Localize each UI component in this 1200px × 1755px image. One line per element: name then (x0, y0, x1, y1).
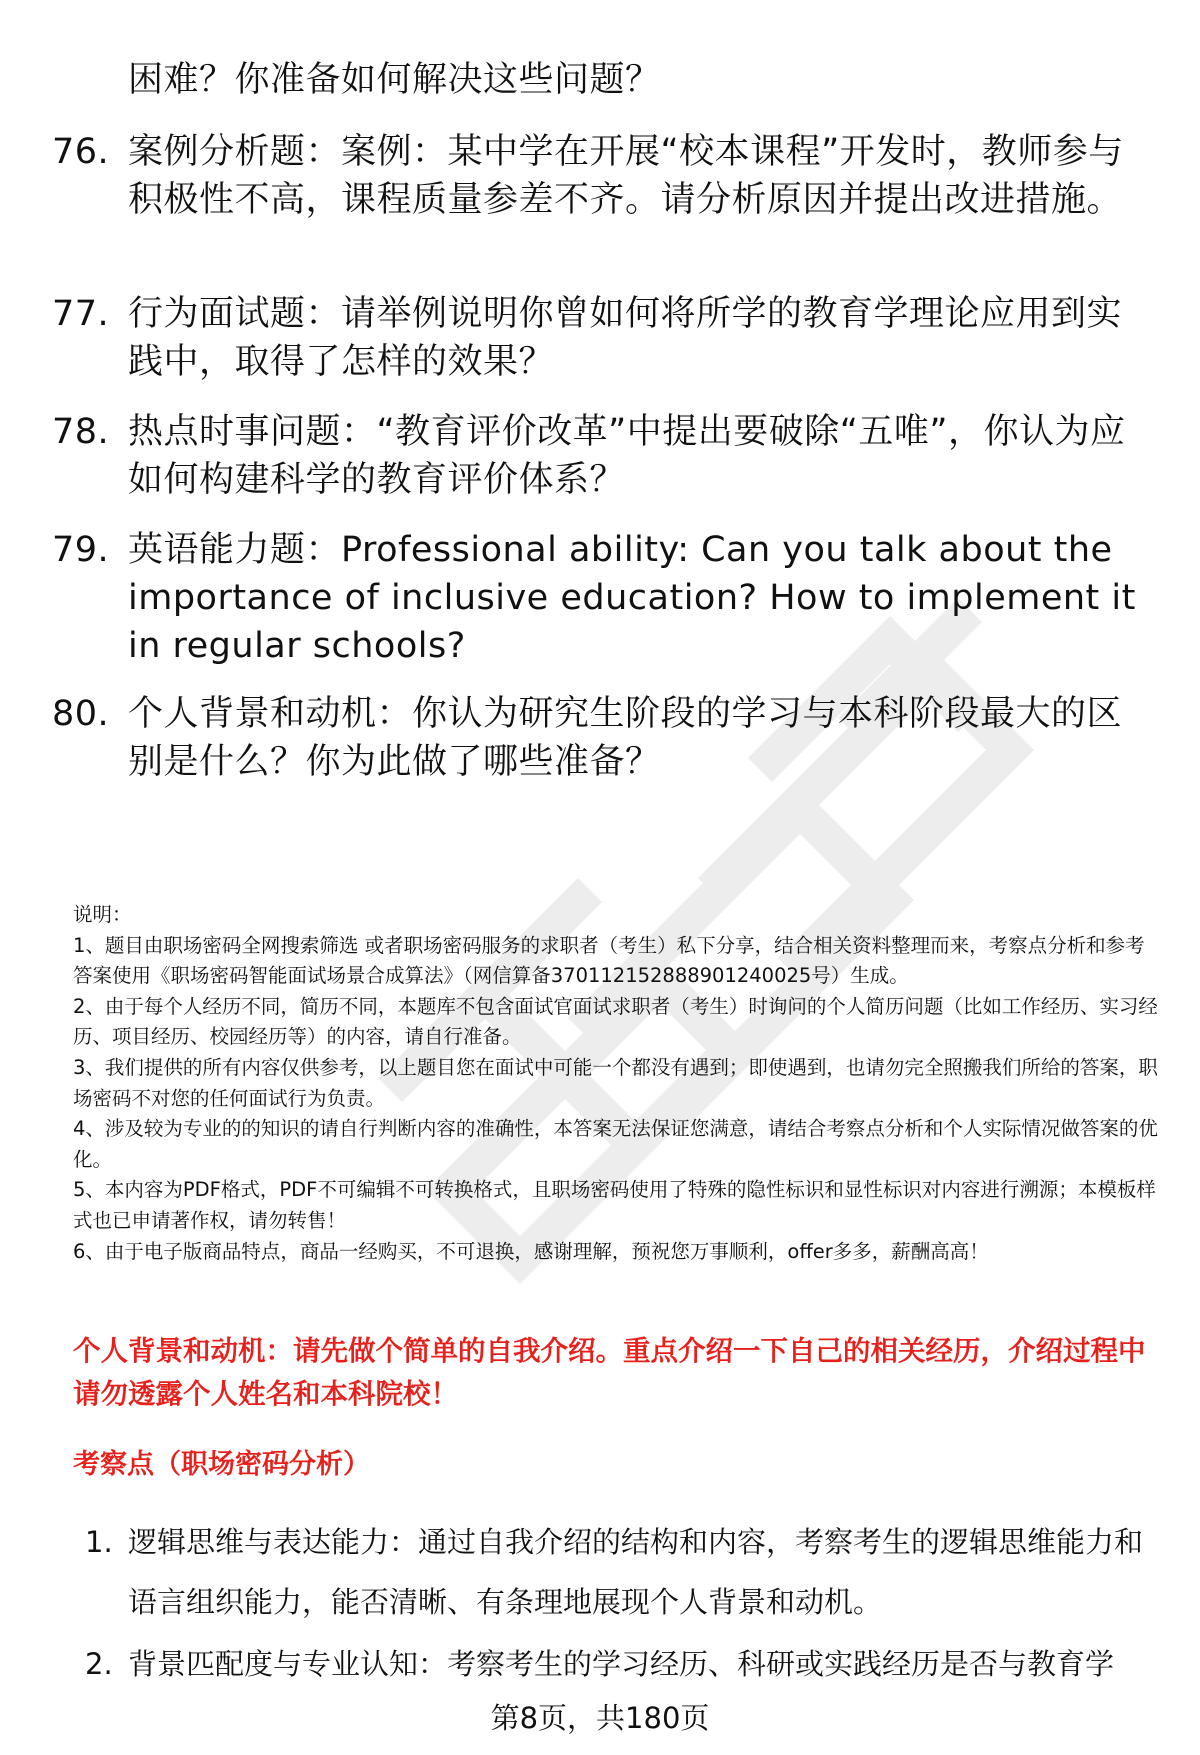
question-item-76 (52, 128, 1152, 224)
question-item-80 (52, 690, 1152, 786)
question-item-78 (52, 408, 1152, 504)
note-item-6: 6、由于电子版商品特点，商品一经购买，不可退换，感谢理解，预祝您万事顺利，offer多多，薪酬高高！ (73, 1239, 989, 1263)
question-number: 76. (52, 132, 110, 172)
question-number: 77. (52, 294, 110, 334)
question-number: 79. (52, 530, 110, 570)
question-text: 英语能力题：Professional ability: Can you talk about the importance of inclusive education? How to implement it in regular schools? (128, 530, 1136, 666)
featured-question-title: 个人背景和动机：请先做个简单的自我介绍。重点介绍一下自己的相关经历，介绍过程中请勿透露个人姓名和本科院校！ (73, 1335, 1146, 1410)
note-item-1: 1、题目由职场密码全网搜索筛选 或者职场密码服务的求职者（考生）私下分享，结合相关资料整理而来，考察点分析和参考答案使用《职场密码智能面试场景合成算法》（网信算备370112152888901240025号）生成。 (73, 933, 1145, 988)
question-text: 困难？你准备如何解决这些问题？ (128, 60, 661, 100)
notes-heading: 说明： (73, 903, 132, 926)
notes-section (73, 900, 1163, 1267)
note-item-4: 4、涉及较为专业的的知识的请自行判断内容的准确性，本答案无法保证您满意，请结合考察点分析和个人实际情况做答案的优化。 (73, 1117, 1158, 1171)
point-number: 2. (85, 1647, 113, 1681)
question-number: 80. (52, 694, 110, 734)
question-text: 个人背景和动机：你认为研究生阶段的学习与本科阶段最大的区别是什么？你为此做了哪些准备？ (128, 694, 1123, 782)
point-text: 逻辑思维与表达能力：通过自我介绍的结构和内容，考察考生的逻辑思维能力和语言组织能力，能否清晰、有条理地展现个人背景和动机。 (128, 1525, 1144, 1619)
note-item-2: 2、由于每个人经历不同，简历不同，本题库不包含面试官面试求职者（考生）时询问的个人简历问题（比如工作经历、实习经历、项目经历、校园经历等）的内容，请自行准备。 (73, 994, 1158, 1049)
point-number: 1. (85, 1525, 113, 1559)
question-continuation (52, 56, 1152, 104)
question-text: 案例分析题：案例：某中学在开展“校本课程”开发时，教师参与积极性不高，课程质量参差不齐。请分析原因并提出改进措施。 (128, 132, 1124, 220)
question-text: 热点时事问题：“教育评价改革”中提出要破除“五唯”，你认为应如何构建科学的教育评价体系？ (128, 412, 1126, 500)
note-item-3: 3、我们提供的所有内容仅供参考，以上题目您在面试中可能一个都没有遇到；即使遇到，也请勿完全照搬我们所给的答案，职场密码不对您的任何面试行为负责。 (73, 1055, 1158, 1110)
question-item-77 (52, 290, 1152, 386)
question-number: 78. (52, 412, 110, 452)
point-text: 背景匹配度与专业认知：考察考生的学习经历、科研或实践经历是否与教育学 (128, 1647, 1115, 1681)
page-footer: 第8页，共180页 (490, 1701, 710, 1735)
note-item-5: 5、本内容为PDF格式，PDF不可编辑不可转换格式，且职场密码使用了特殊的隐性标识和显性标识对内容进行溯源；本模板样式也已申请著作权，请勿转售！ (73, 1178, 1156, 1232)
question-item-79 (52, 526, 1152, 670)
featured-question-subtitle: 考察点（职场密码分析） (73, 1449, 370, 1480)
analysis-point-1 (80, 1512, 1170, 1632)
analysis-point-2 (80, 1634, 1170, 1694)
question-text: 行为面试题：请举例说明你曾如何将所学的教育学理论应用到实践中，取得了怎样的效果？ (128, 294, 1123, 382)
